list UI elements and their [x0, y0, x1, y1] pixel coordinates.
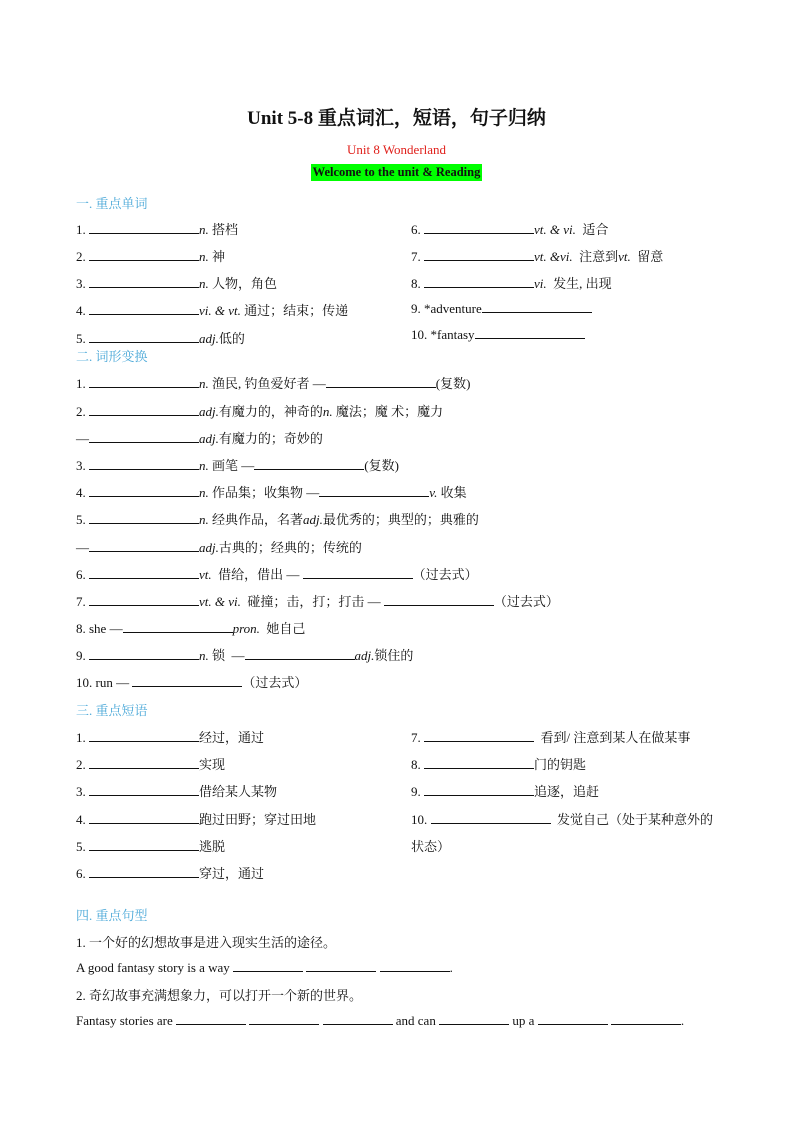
page-title: Unit 5-8 重点词汇，短语，句子归纳: [247, 108, 546, 129]
form-item-8: 8. she — pron. 她自己: [76, 621, 306, 636]
vocab-item-2: 2. n. 神: [76, 249, 226, 264]
answer-blank[interactable]: [89, 865, 199, 878]
answer-blank[interactable]: [89, 430, 199, 443]
answer-blank[interactable]: [482, 300, 592, 313]
form-item-2b: — adj.有魔力的；奇妙的: [76, 431, 323, 446]
section2-heading: 二. 词形变换: [76, 349, 148, 364]
answer-blank[interactable]: [89, 403, 199, 416]
phrase-item-6: 6. 穿过，通过: [76, 866, 265, 881]
answer-blank[interactable]: [89, 375, 199, 388]
vocab-item-5: 5. adj.低的: [76, 331, 245, 346]
vocab-item-1: 1. n. 搭档: [76, 222, 239, 237]
section1-heading: 一. 重点单词: [76, 196, 148, 211]
answer-blank[interactable]: [89, 593, 199, 606]
answer-blank[interactable]: [326, 375, 436, 388]
answer-blank[interactable]: [611, 1012, 681, 1025]
answer-blank[interactable]: [89, 756, 199, 769]
unit-subtitle: Unit 8 Wonderland: [346, 142, 447, 157]
form-item-6: 6. vt. 借给，借出 — （过去式）: [76, 567, 478, 582]
vocab-item-8: 8. vi. 发生, 出现: [411, 276, 612, 291]
phrase-item-5: 5. 逃脱: [76, 839, 226, 854]
answer-blank[interactable]: [233, 959, 303, 972]
phrase-item-10-cont: 状态）: [411, 839, 451, 854]
answer-blank[interactable]: [306, 959, 376, 972]
answer-blank[interactable]: [431, 811, 551, 824]
answer-blank[interactable]: [89, 484, 199, 497]
form-item-10: 10. run — （过去式）: [76, 675, 308, 690]
phrase-item-4: 4. 跑过田野；穿过田地: [76, 812, 317, 827]
answer-blank[interactable]: [475, 326, 585, 339]
vocab-item-9: 9. *adventure: [411, 300, 592, 317]
sentence-2-cn: 2. 奇幻故事充满想象力，可以打开一个新的世界。: [76, 988, 363, 1003]
answer-blank[interactable]: [439, 1012, 509, 1025]
answer-blank[interactable]: [89, 647, 199, 660]
banner-wrap: [0, 164, 793, 181]
answer-blank[interactable]: [89, 248, 199, 261]
section4-heading: 四. 重点句型: [76, 908, 148, 923]
form-item-2: 2. adj.有魔力的，神奇的n. 魔法；魔 术；魔力: [76, 404, 444, 419]
answer-blank[interactable]: [254, 457, 364, 470]
answer-blank[interactable]: [424, 756, 534, 769]
section-banner: Welcome to the unit & Reading: [312, 165, 481, 179]
answer-blank[interactable]: [303, 566, 413, 579]
sentence-1-cn: 1. 一个好的幻想故事是进入现实生活的途径。: [76, 935, 337, 950]
vocab-item-3: 3. n. 人物，角色: [76, 276, 278, 291]
form-item-5: 5. n. 经典作品，名著adj.最优秀的；典型的；典雅的: [76, 512, 479, 527]
vocab-item-4: 4. vi. & vt. 通过；结束；传递: [76, 303, 349, 318]
form-item-3: 3. n. 画笔 — (复数): [76, 458, 399, 473]
answer-blank[interactable]: [424, 275, 534, 288]
answer-blank[interactable]: [89, 221, 199, 234]
phrase-item-1: 1. 经过，通过: [76, 730, 265, 745]
answer-blank[interactable]: [323, 1012, 393, 1025]
phrase-item-7: 7. 看到/ 注意到某人在做某事: [411, 730, 691, 745]
answer-blank[interactable]: [538, 1012, 608, 1025]
answer-blank[interactable]: [89, 330, 199, 343]
answer-blank[interactable]: [132, 674, 242, 687]
section3-heading: 三. 重点短语: [76, 703, 148, 718]
answer-blank[interactable]: [89, 811, 199, 824]
answer-blank[interactable]: [380, 959, 450, 972]
answer-blank[interactable]: [319, 484, 429, 497]
answer-blank[interactable]: [89, 539, 199, 552]
answer-blank[interactable]: [384, 593, 494, 606]
answer-blank[interactable]: [89, 783, 199, 796]
answer-blank[interactable]: [176, 1012, 246, 1025]
answer-blank[interactable]: [89, 302, 199, 315]
answer-blank[interactable]: [123, 620, 233, 633]
answer-blank[interactable]: [89, 457, 199, 470]
phrase-item-9: 9. 追逐，追赶: [411, 784, 600, 799]
answer-blank[interactable]: [89, 511, 199, 524]
sentence-2-en: Fantasy stories are and can up a .: [76, 1013, 685, 1028]
answer-blank[interactable]: [89, 838, 199, 851]
form-item-7: 7. vt. & vi. 碰撞；击，打；打击 — （过去式）: [76, 594, 559, 609]
sentence-1-en: A good fantasy story is a way .: [76, 960, 453, 975]
answer-blank[interactable]: [89, 729, 199, 742]
form-item-4: 4. n. 作品集；收集物 — v. 收集: [76, 485, 467, 500]
answer-blank[interactable]: [424, 221, 534, 234]
phrase-item-10: 10. 发觉自己（处于某种意外的: [411, 812, 714, 827]
answer-blank[interactable]: [89, 566, 199, 579]
vocab-item-10: 10. *fantasy: [411, 326, 585, 343]
answer-blank[interactable]: [89, 275, 199, 288]
form-item-9: 9. n. 锁 — adj.锁住的: [76, 648, 414, 663]
form-item-5b: — adj.古典的；经典的；传统的: [76, 540, 362, 555]
answer-blank[interactable]: [424, 248, 534, 261]
phrase-item-8: 8. 门的钥匙: [411, 757, 587, 772]
phrase-item-3: 3. 借给某人某物: [76, 784, 278, 799]
vocab-item-7: 7. vt. &vi. 注意到vt. 留意: [411, 249, 664, 264]
vocab-item-6: 6. vt. & vi. 适合: [411, 222, 609, 237]
phrase-item-2: 2. 实现: [76, 757, 226, 772]
answer-blank[interactable]: [245, 647, 355, 660]
form-item-1: 1. n. 渔民, 钓鱼爱好者 — (复数): [76, 376, 471, 391]
answer-blank[interactable]: [249, 1012, 319, 1025]
answer-blank[interactable]: [424, 783, 534, 796]
answer-blank[interactable]: [424, 729, 534, 742]
